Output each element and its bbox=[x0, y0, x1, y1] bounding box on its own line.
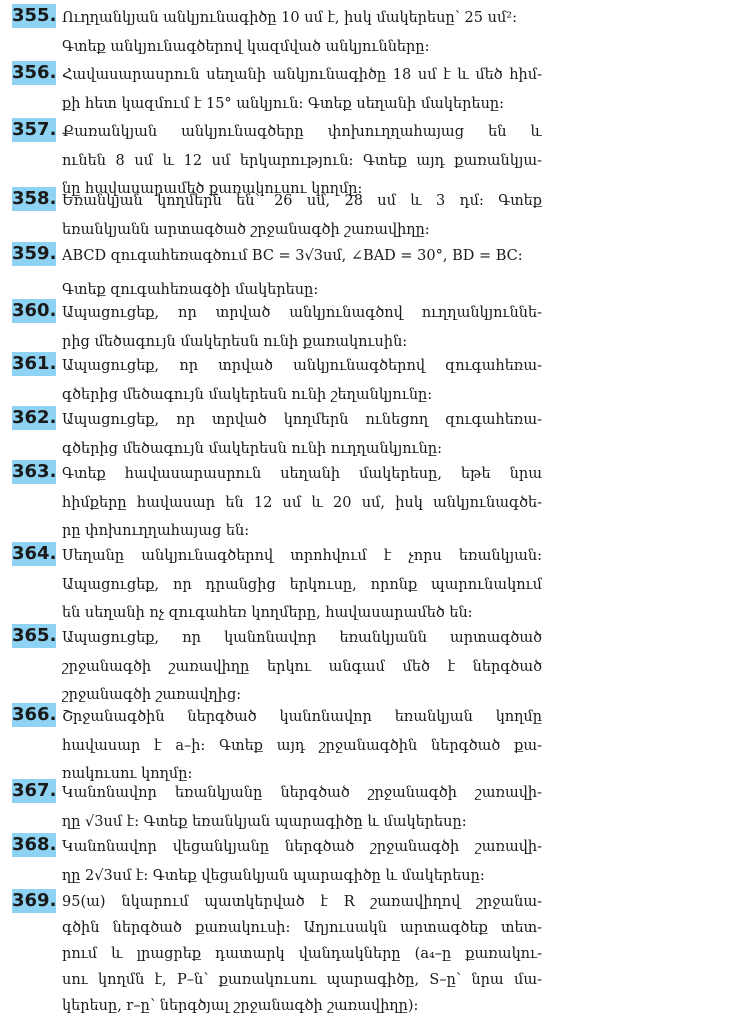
problem-text bbox=[62, 187, 542, 244]
problem-text bbox=[62, 406, 542, 463]
problem-line: 95(ա) նկարում պատկերված է R շառավիղով շրջանա- bbox=[62, 894, 542, 910]
problem-text bbox=[62, 4, 542, 61]
problem-line: շրջանագծի շառավղից: bbox=[62, 687, 242, 703]
problem-number: 368. bbox=[12, 834, 57, 855]
problem-line: Կանոնավոր եռանկյանը ներգծած շրջանագծի շառավի- bbox=[62, 785, 542, 801]
problem-text bbox=[62, 61, 542, 118]
problem-line: րից մեծագույն մակերեսն ունի քառակուսին: bbox=[62, 333, 408, 350]
problem-text bbox=[62, 352, 542, 409]
problem-line: ABCD զուգահեռագծում BC = 3√3սմ, ∠BAD = 30°, BD = BC: bbox=[62, 248, 523, 264]
problem-line: Սեղանը անկյունագծերով տրոհվում է չորս եռանկյան: bbox=[62, 548, 542, 564]
problem-number: 363. bbox=[12, 461, 57, 482]
problem-line: Ապացուցեք, որ տրված անկյունագծերով զուգահեռա- bbox=[62, 358, 542, 374]
problem-line: Գտեք հավասարասրուն սեղանի մակերեսը, եթե նրա bbox=[62, 466, 542, 482]
problem-line: Ուղղանկյան անկյունագիծը 10 սմ է, իսկ մակերեսը՝ 25 սմ²: bbox=[62, 10, 517, 26]
problem-number: 356. bbox=[12, 62, 57, 83]
problem-number: 364. bbox=[12, 543, 57, 564]
problem-line: Ապացուցեք, որ տրված անկյունագծով ուղղանկյուննե- bbox=[62, 305, 542, 321]
problem-text bbox=[62, 624, 542, 710]
problem-line: Շրջանագծին ներգծած կանոնավոր եռանկյան կողմը bbox=[62, 709, 542, 725]
problem-text bbox=[62, 542, 542, 628]
problem-number: 369. bbox=[12, 890, 57, 911]
problem-line: սու կողմն է, P–ն՝ քառակուսու պարագիծը, S–ը՝ նրա մա- bbox=[62, 972, 542, 988]
problem-number: 365. bbox=[12, 625, 57, 646]
problem-line: ղը √3սմ է: Գտեք եռանկյան պարագիծը և մակերեսը: bbox=[62, 813, 467, 830]
problem-number: 362. bbox=[12, 407, 57, 428]
problem-line: գծերից մեծագույն մակերեսն ունի շեղանկյունը: bbox=[62, 386, 433, 403]
problem-line: կերեսը, r–ը՝ ներգծյալ շրջանագծի շառավիղը): bbox=[62, 998, 419, 1014]
problem-number: 361. bbox=[12, 353, 57, 374]
problem-line: գծին ներգծած քառակուսի: Աղյուսակն արտագծեք տետ- bbox=[62, 920, 542, 936]
problem-line: Ապացուցեք, որ կանոնավոր եռանկյանն արտագծած bbox=[62, 630, 542, 646]
problem-line: Ապացուցեք, որ տրված կողմերն ունեցող զուգահեռա- bbox=[62, 412, 542, 428]
problem-line: Եռանկյան կողմերն են՝ 26 սմ, 28 սմ և 3 դմ: Գտեք bbox=[62, 193, 542, 209]
problem-number: 360. bbox=[12, 300, 57, 321]
problem-line: ունեն 8 սմ և 12 սմ երկարություն: Գտեք այդ քառանկյա- bbox=[62, 152, 542, 169]
problem-line: են սեղանի ոչ զուգահեռ կողմերը, հավասարամեծ են: bbox=[62, 605, 473, 621]
problem-text bbox=[62, 242, 542, 305]
problem-number: 367. bbox=[12, 780, 57, 801]
problem-line: Կանոնավոր վեցանկյանը ներգծած շրջանագծի շառավի- bbox=[62, 839, 542, 855]
problem-text bbox=[62, 889, 542, 1019]
problem-number: 366. bbox=[12, 704, 57, 725]
problem-line: հավասար է a–ի: Գտեք այդ շրջանագծին ներգծած քա- bbox=[62, 737, 542, 754]
problem-text bbox=[62, 833, 542, 890]
problem-line: Քառանկյան անկյունագծերը փոխուղղահայաց են և bbox=[62, 124, 542, 140]
problem-number: 359. bbox=[12, 243, 57, 264]
problem-line: Գտեք զուգահեռագծի մակերեսը: bbox=[62, 282, 319, 298]
problem-line: րը փոխուղղահայաց են: bbox=[62, 523, 250, 539]
problem-text bbox=[62, 703, 542, 789]
problem-line: հիմքերը հավասար են 12 սմ և 20 սմ, իսկ անկյունագծե- bbox=[62, 494, 542, 511]
problem-line: քի հետ կազմում է 15° անկյուն: Գտեք սեղանի մակերեսը: bbox=[62, 95, 505, 112]
problem-line: Գտեք անկյունագծերով կազմված անկյունները: bbox=[62, 38, 430, 55]
problem-line: Ապացուցեք, որ դրանցից երկուսը, որոնք պարունակում bbox=[62, 576, 542, 593]
problem-text bbox=[62, 460, 542, 546]
problem-text bbox=[62, 779, 542, 836]
problem-number: 357. bbox=[12, 119, 57, 140]
problem-line: ղը 2√3սմ է: Գտեք վեցանկյան պարագիծը և մակերեսը: bbox=[62, 867, 485, 884]
problem-line: նը հավասարամեծ քառակուսու կողմը: bbox=[62, 181, 363, 197]
problem-line: շրջանագծի շառավիղը երկու անգամ մեծ է ներգծած bbox=[62, 658, 542, 675]
problem-line: րում և լրացրեք դատարկ վանդակները (a₄–ը քառակու- bbox=[62, 946, 542, 962]
problem-line: գծերից մեծագույն մակերեսն ունի ուղղանկյունը: bbox=[62, 440, 443, 457]
problem-text bbox=[62, 299, 542, 356]
problem-line: ռակուսու կողմը: bbox=[62, 766, 193, 782]
problem-number: 358. bbox=[12, 188, 57, 209]
problem-line: եռանկյանն արտագծած շրջանագծի շառավիղը: bbox=[62, 221, 430, 238]
problem-line: Հավասարասրուն սեղանի անկյունագիծը 18 սմ է և մեծ հիմ- bbox=[62, 67, 542, 83]
problem-number: 355. bbox=[12, 5, 57, 26]
